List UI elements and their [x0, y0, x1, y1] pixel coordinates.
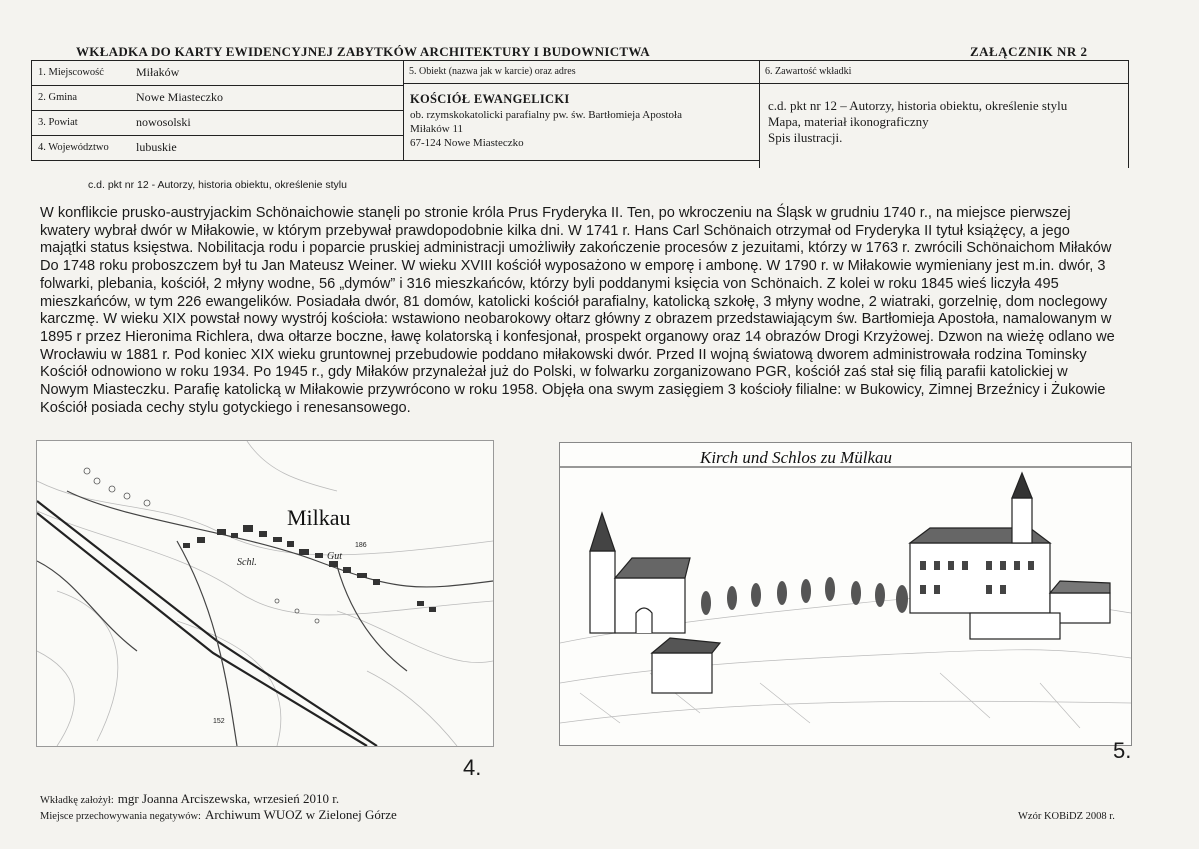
- text-line: Wrocławiu w 1881 r. Pod koniec XIX wieku gruntownej przebudowie poddano miłakowski dwór. Przed II wojną światową dworem administrowała rodzina Tominsky: [40, 346, 1087, 363]
- text-line: mieszkańców, w tym 226 ewangelików. Posiadała dwór, 81 domów, katolicki kościół parafialny, katolicką szkołę, 3 młyny wodne, 2 wiatraki, gorzelnię, dom noclegowy: [40, 293, 1108, 310]
- contents-field: [759, 60, 1129, 168]
- drawing-illustration: [560, 443, 1131, 745]
- text-line: majątki status księstwa. Nobilitacja rodu i poparcie pruskiej administracji umożliwiły zakończenie procesów z jezuitami, którzy w 1763 r. zwrócili Schönaichom Miłaków: [40, 240, 1112, 257]
- drawing-title: Kirch und Schlos zu Mülkau: [700, 448, 893, 467]
- figure-number-5: 5.: [1113, 738, 1132, 763]
- field-locality: 1. Miejscowość Miłaków: [32, 61, 403, 86]
- contents-line-3: Spis ilustracji.: [768, 130, 843, 145]
- history-text: [40, 205, 1125, 417]
- map-place-label: Milkau: [287, 505, 351, 530]
- figure-number-4: 4.: [463, 755, 482, 780]
- author-value: mgr Joanna Arciszewska, wrzesień 2010 r.: [117, 791, 340, 806]
- text-line: Kościół odnowiono w roku 1934. Po 1945 r., gdy Miłaków przynależał już do Polski, w folwarku zorganizowano PGR, kościół zaś stał się filią parafii katolickiej w: [40, 364, 1068, 381]
- object-field: [403, 60, 760, 161]
- map-elevation-label: 186: [355, 542, 367, 549]
- text-line: karczmę. W wieku XIX powstał nowy wystrój kościoła: wstawiono neobarokowy ołtarz główny z obrazem przedstawiającym św. Bartłomieja Apostoła, namalowanym w: [40, 311, 1112, 328]
- historical-drawing: [559, 442, 1132, 746]
- topographic-map: [36, 440, 494, 747]
- storage-line: [40, 806, 397, 824]
- contents-label: 6. Zawartość wkładki: [765, 66, 852, 77]
- object-name: KOŚCIÓŁ EWANGELICKI: [410, 92, 570, 106]
- storage-label: Miejsce przechowywania negatywów:: [40, 811, 201, 822]
- document-title: WKŁADKA DO KARTY EWIDENCYJNEJ ZABYTKÓW ARCHITEKTURY I BUDOWNICTWA: [76, 44, 650, 59]
- text-line: 1895 r przez Hieronima Richlera, dwa ołtarze boczne, ławę kolatorską i konfesjonał, prospekt organowy oraz 14 obrazów Drogi Krzyżowej. Dzwon na wieżę odlano we: [40, 328, 1115, 345]
- field-county: 3. Powiat nowosolski: [32, 111, 403, 136]
- text-line: W konflikcie prusko-austryjackim Schönaichowie stanęli po stronie króla Prus Fryderyka II. Ten, po wkroczeniu na Śląsk w grudniu 1740 r., na miejsce pierwszej: [40, 205, 1071, 221]
- map-drawing: [37, 441, 493, 746]
- contents-line-2: Mapa, materiał ikonograficzny: [768, 114, 929, 129]
- object-line-3: 67-124 Nowe Miasteczko: [410, 137, 524, 149]
- form-header: [31, 60, 1129, 168]
- storage-value: Archiwum WUOZ w Zielonej Górze: [204, 807, 397, 822]
- object-line-1: ob. rzymskokatolicki parafialny pw. św. Bartłomieja Apostoła: [410, 109, 682, 121]
- commune-value: Nowe Miasteczko: [136, 90, 223, 104]
- location-fields: [31, 60, 404, 161]
- field-commune: 2. Gmina Nowe Miasteczko: [32, 86, 403, 111]
- section-caption: c.d. pkt nr 12 - Autorzy, historia obiektu, określenie stylu: [88, 179, 347, 191]
- text-line: Kościół posiada cechy stylu gotyckiego i renesansowego.: [40, 399, 411, 416]
- voivodeship-value: lubuskie: [136, 140, 177, 154]
- object-line-2: Miłaków 11: [410, 123, 464, 135]
- template-version: Wzór KOBiDZ 2008 r.: [1018, 811, 1115, 822]
- text-line: Do 1748 roku proboszczem był tu Jan Mateusz Weiner. W wieku XVIII kościół wyposażono w emporę i ambonę. W 1790 r. w Miłakowie wymieniany jest m.in. dwór, 3: [40, 258, 1106, 275]
- text-line: Nowym Miasteczku. Parafię katolicką w Miłakowie przywrócono w roku 1958. Objęła ona swym zasięgiem 3 kościoły filialne: w Bukowicy, Zimnej Brzeźnicy i Żukowie: [40, 382, 1106, 399]
- map-elevation-label-2: 152: [213, 718, 225, 725]
- locality-value: Miłaków: [136, 65, 180, 79]
- text-line: folwarki, plebania, kościół, 2 młyny wodne, 56 „dymów” i 316 mieszkańców, którzy byli poddanymi księcia von Schönaich. Z kolei w roku 1845 wieś liczyła 495: [40, 275, 1059, 292]
- object-label: 5. Obiekt (nazwa jak w karcie) oraz adres: [409, 66, 576, 77]
- author-label: Wkładkę założył:: [40, 795, 114, 806]
- text-line: kwatery wybrał dwór w Miłakowie, w którym przebywał prawdopodobnie kilka dni. W 1741 r. Hans Carl Schönaich otrzymał od Fryderyka II tytuł książęcy, a jego: [40, 222, 1070, 239]
- annex-number: ZAŁĄCZNIK NR 2: [970, 44, 1088, 59]
- map-sub-label-2: Gut: [327, 551, 342, 562]
- county-value: nowosolski: [136, 115, 191, 129]
- map-sub-label-1: Schl.: [237, 557, 257, 568]
- contents-line-1: c.d. pkt nr 12 – Autorzy, historia obiektu, określenie stylu: [768, 98, 1068, 113]
- field-voivodeship: 4. Województwo lubuskie: [38, 140, 177, 154]
